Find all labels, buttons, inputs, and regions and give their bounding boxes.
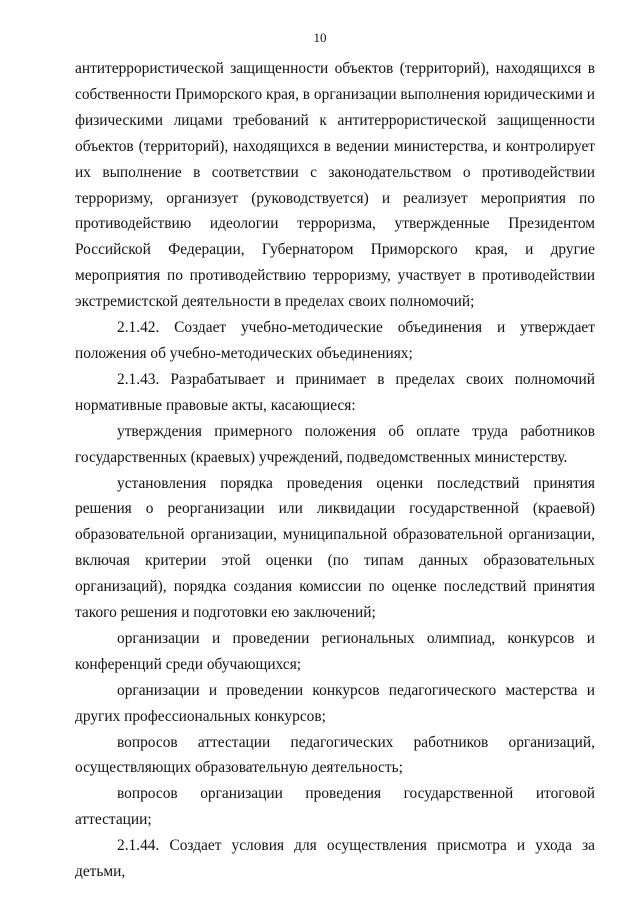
paragraph: 2.1.44. Создает условия для осуществления присмотра и ухода за детьми,	[75, 837, 595, 881]
paragraph: 2.1.42. Создает учебно-методические объединения и утверждает положения об учебно-методических объединениях;	[75, 319, 595, 362]
paragraph: организации и проведении региональных олимпиад, конкурсов и конференций среди обучающихся;	[75, 629, 595, 673]
paragraph: антитеррористической защищенности объектов (территорий), находящихся в собственности Приморского края, в организации выполнения юридическими и физическими лицами требований к антитеррористической защищенности объектов (территорий), находящихся в ведении министерства, и контролирует их выполнение в соответствии с законодательством о противодействии терроризму, организует (руководствуется) и реализует мероприятия по противодействию идеологии терроризма, утвержденные Президентом Российской Федерации, Губернатором Приморского края, и другие мероприятия по противодействию терроризму, участвует в противодействии экстремистской деятельности в пределах своих полномочий;	[75, 60, 595, 311]
page-number: 10	[313, 30, 327, 45]
paragraph: установления порядка проведения оценки последствий принятия решения о реорганизации или ликвидации государственной (краевой) образовательной организации, муниципальной образовательной организации, включая критерии этой оценки (по типам данных образовательных организаций), порядка создания комиссии по оценке последствий принятия такого решения и подготовки ею заключений;	[75, 474, 595, 622]
paragraph: вопросов аттестации педагогических работников организаций, осуществляющих образовательную деятельность;	[75, 733, 595, 777]
paragraph: утверждения примерного положения об оплате труда работников государственных (краевых) учреждений, подведомственных министерству.	[75, 422, 595, 466]
paragraph: вопросов организации проведения государственной итоговой аттестации;	[75, 785, 595, 829]
document-body	[75, 56, 595, 885]
paragraph: 2.1.43. Разрабатывает и принимает в пределах своих полномочий нормативные правовые акты, касающиеся:	[75, 370, 595, 414]
paragraph: организации и проведении конкурсов педагогического мастерства и других профессиональных конкурсов;	[75, 681, 595, 725]
